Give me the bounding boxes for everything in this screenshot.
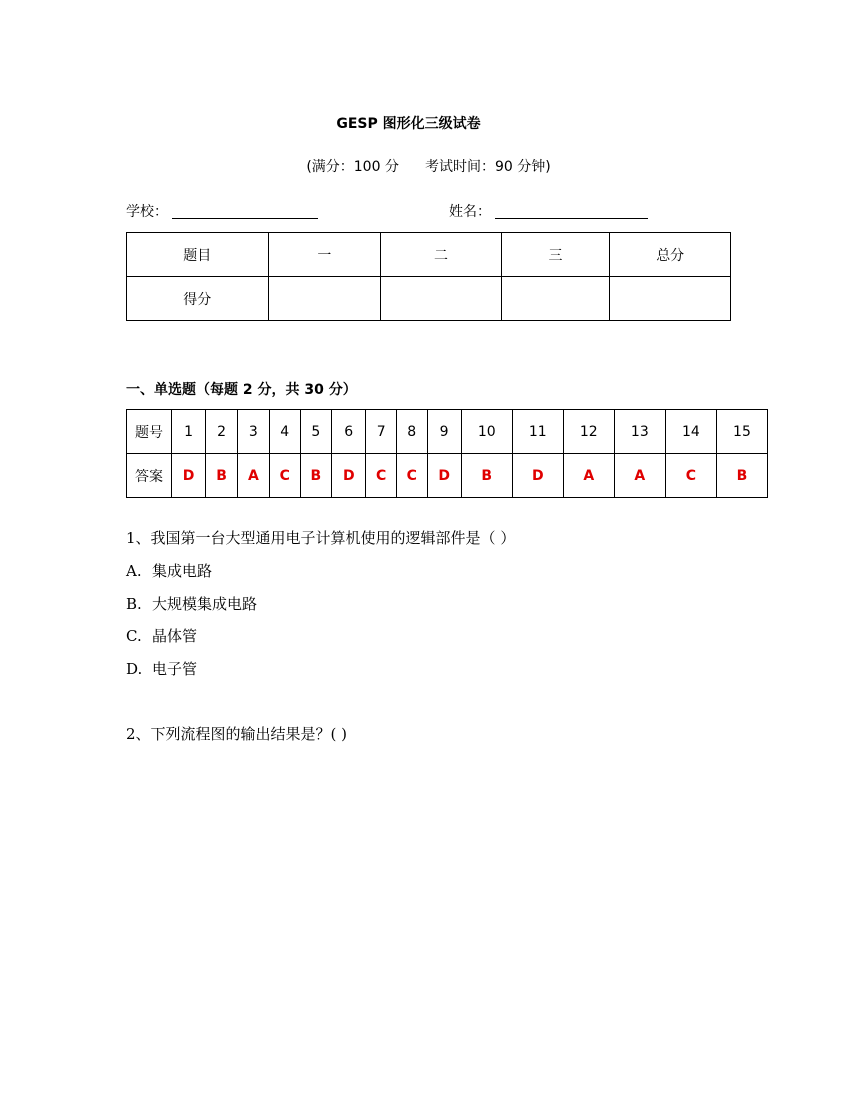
question-number-cell: 14	[665, 410, 716, 454]
answer-table-number-row	[127, 410, 768, 454]
answer-table	[126, 409, 768, 498]
score-header-cell: 总分	[610, 233, 731, 277]
score-table-score-row	[127, 277, 731, 321]
question-number-cell: 13	[614, 410, 665, 454]
section-title: 一、单选题（每题 2 分，共 30 分）	[126, 382, 357, 398]
option-text: 大规模集成电路	[152, 595, 258, 613]
full-score: (满分：100 分	[306, 159, 399, 175]
exam-time: 考试时间：90 分钟)	[424, 159, 551, 175]
answer-cell: B	[300, 454, 332, 498]
question-number-cell: 15	[716, 410, 767, 454]
question-number-cell: 12	[563, 410, 614, 454]
option-letter: B.	[126, 595, 142, 613]
school-field[interactable]	[172, 218, 318, 219]
answer-cell: D	[427, 454, 461, 498]
question-1-option-b[interactable]	[126, 593, 257, 614]
answer-cell: C	[665, 454, 716, 498]
answer-cell: D	[172, 454, 206, 498]
question-number-cell: 4	[269, 410, 300, 454]
score-cell[interactable]	[381, 277, 502, 321]
score-row-label: 得分	[127, 277, 269, 321]
exam-title: GESP 图形化三级试卷	[336, 116, 481, 132]
exam-subtitle	[0, 156, 857, 176]
option-letter: A.	[126, 562, 142, 580]
score-header-cell: 题目	[127, 233, 269, 277]
answer-cell: C	[396, 454, 427, 498]
question-2-text: 2、下列流程图的输出结果是？( )	[126, 725, 348, 743]
question-number-cell: 2	[206, 410, 238, 454]
score-cell[interactable]	[610, 277, 731, 321]
question-1-option-c[interactable]	[126, 625, 197, 646]
row-header-answer: 答案	[127, 454, 172, 498]
name-field[interactable]	[495, 218, 648, 219]
row-header-number: 题号	[127, 410, 172, 454]
score-table	[126, 232, 731, 321]
question-number-cell: 8	[396, 410, 427, 454]
answer-cell: A	[563, 454, 614, 498]
question-number-cell: 7	[366, 410, 397, 454]
score-header-cell: 二	[381, 233, 502, 277]
score-cell[interactable]	[501, 277, 610, 321]
question-1-text: 1、我国第一台大型通用电子计算机使用的逻辑部件是（ ）	[126, 529, 516, 547]
question-1-option-d[interactable]	[126, 658, 197, 679]
question-number-cell: 9	[427, 410, 461, 454]
answer-cell: B	[206, 454, 238, 498]
answer-table-answer-row	[127, 454, 768, 498]
option-text: 晶体管	[152, 627, 198, 645]
score-header-cell: 三	[501, 233, 610, 277]
question-number-cell: 1	[172, 410, 206, 454]
option-letter: D.	[126, 660, 143, 678]
answer-cell: A	[237, 454, 269, 498]
option-letter: C.	[126, 627, 142, 645]
question-number-cell: 11	[512, 410, 563, 454]
score-cell[interactable]	[268, 277, 381, 321]
question-number-cell: 3	[237, 410, 269, 454]
name-label: 姓名：	[449, 204, 491, 220]
answer-cell: C	[366, 454, 397, 498]
answer-cell: B	[716, 454, 767, 498]
score-table-header-row	[127, 233, 731, 277]
answer-cell: D	[512, 454, 563, 498]
question-number-cell: 10	[461, 410, 512, 454]
question-number-cell: 6	[332, 410, 366, 454]
option-text: 电子管	[152, 660, 198, 678]
school-label: 学校：	[126, 204, 168, 220]
answer-cell: C	[269, 454, 300, 498]
option-text: 集成电路	[152, 562, 213, 580]
answer-cell: B	[461, 454, 512, 498]
question-number-cell: 5	[300, 410, 332, 454]
score-header-cell: 一	[268, 233, 381, 277]
answer-cell: D	[332, 454, 366, 498]
question-1-option-a[interactable]	[126, 560, 212, 581]
answer-cell: A	[614, 454, 665, 498]
